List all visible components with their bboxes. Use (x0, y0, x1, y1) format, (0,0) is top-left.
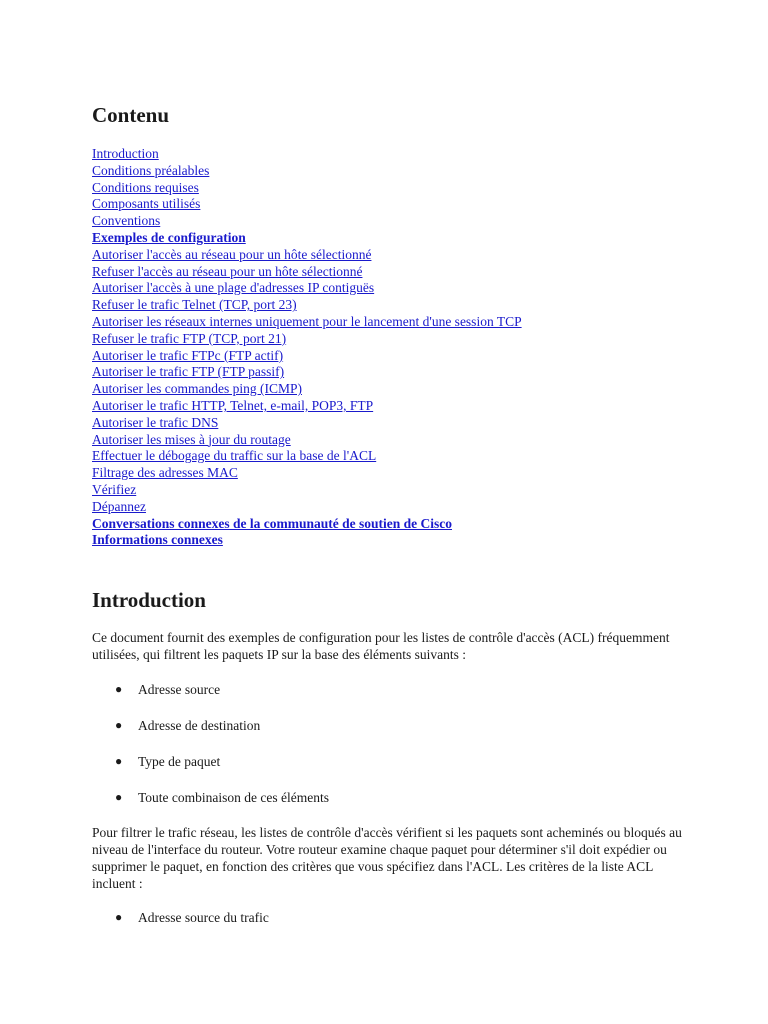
introduction-paragraph-1: Ce document fournit des exemples de configuration pour les listes de contrôle d'accès (ACL) fréquemment utilisées, qui filtrent les paquets IP sur la base des éléments suivants : (92, 630, 670, 662)
toc-link-refuser-acces-hote[interactable]: Refuser l'accès au réseau pour un hôte sélectionné (92, 263, 363, 279)
bullet-icon: ● (115, 718, 123, 732)
bullet-list-acl-criteria (92, 909, 269, 926)
toc-item (92, 247, 522, 264)
toc-item (92, 499, 522, 516)
bullet-icon: ● (115, 910, 123, 924)
toc-item (92, 432, 522, 449)
bullet-icon: ● (115, 790, 123, 804)
toc-item (92, 180, 522, 197)
toc-item (92, 297, 522, 314)
toc-link-autoriser-dns[interactable]: Autoriser le trafic DNS (92, 414, 219, 430)
list-item (92, 753, 329, 770)
toc-item (92, 213, 522, 230)
introduction-paragraph-2: Pour filtrer le trafic réseau, les listes de contrôle d'accès vérifient si les paquets sont acheminés ou bloqués au niveau de l'interface du routeur. Votre routeur examine chaque paquet pour déterminer s'il doit expédier ou supprimer le paquet, en fonction des critères que vous spécifiez dans l'ACL. Les critères de la liste ACL incluent : (92, 825, 682, 891)
toc-link-autoriser-plage-ip[interactable]: Autoriser l'accès à une plage d'adresses IP contiguës (92, 280, 375, 296)
toc-link-autoriser-ftp-actif[interactable]: Autoriser le trafic FTPc (FTP actif) (92, 347, 284, 363)
toc-link-conditions-prealables[interactable]: Conditions préalables (92, 162, 210, 178)
introduction-heading: Introduction (92, 588, 206, 612)
toc-link-refuser-ftp[interactable]: Refuser le trafic FTP (TCP, port 21) (92, 330, 287, 346)
contenu-heading: Contenu (92, 103, 170, 127)
list-item-text: Adresse source du trafic (138, 910, 269, 925)
toc-item (92, 482, 522, 499)
list-item (92, 909, 269, 926)
toc-item (92, 398, 522, 415)
toc-link-refuser-telnet[interactable]: Refuser le trafic Telnet (TCP, port 23) (92, 297, 297, 313)
toc-item (92, 331, 522, 348)
table-of-contents (92, 146, 522, 549)
toc-link-conditions-requises[interactable]: Conditions requises (92, 179, 199, 195)
bullet-list-criteria (92, 681, 329, 806)
toc-item (92, 415, 522, 432)
toc-item (92, 364, 522, 381)
toc-link-conversations-connexes[interactable]: Conversations connexes de la communauté de soutien de Cisco (92, 515, 452, 531)
toc-item (92, 465, 522, 482)
toc-item (92, 196, 522, 213)
toc-item (92, 146, 522, 163)
list-item-text: Adresse source (138, 682, 221, 697)
toc-link-filtrage-mac[interactable]: Filtrage des adresses MAC (92, 465, 238, 481)
toc-item (92, 348, 522, 365)
toc-link-autoriser-ping[interactable]: Autoriser les commandes ping (ICMP) (92, 381, 302, 397)
toc-link-autoriser-ftp-passif[interactable]: Autoriser le trafic FTP (FTP passif) (92, 364, 285, 380)
toc-item (92, 230, 522, 247)
toc-link-depannez[interactable]: Dépannez (92, 498, 146, 514)
toc-link-autoriser-http-telnet[interactable]: Autoriser le trafic HTTP, Telnet, e-mail, POP3, FTP (92, 397, 374, 413)
toc-link-composants-utilises[interactable]: Composants utilisés (92, 196, 201, 212)
toc-item (92, 314, 522, 331)
toc-link-exemples-de-configuration[interactable]: Exemples de configuration (92, 229, 246, 245)
list-item-text: Toute combinaison de ces éléments (138, 790, 329, 805)
list-item (92, 717, 329, 734)
toc-link-autoriser-mises-a-jour-routage[interactable]: Autoriser les mises à jour du routage (92, 431, 291, 447)
toc-item (92, 448, 522, 465)
toc-link-autoriser-acces-hote[interactable]: Autoriser l'accès au réseau pour un hôte sélectionné (92, 246, 372, 262)
bullet-icon: ● (115, 682, 123, 696)
toc-item (92, 516, 522, 533)
toc-link-autoriser-reseaux-internes-tcp[interactable]: Autoriser les réseaux internes uniquement pour le lancement d'une session TCP (92, 313, 522, 329)
toc-item (92, 264, 522, 281)
toc-item (92, 280, 522, 297)
toc-link-introduction[interactable]: Introduction (92, 146, 159, 161)
list-item-text: Adresse de destination (138, 718, 261, 733)
list-item-text: Type de paquet (138, 754, 221, 769)
toc-item (92, 381, 522, 398)
toc-item (92, 163, 522, 180)
toc-link-verifiez[interactable]: Vérifiez (92, 481, 137, 497)
toc-link-debogage-acl[interactable]: Effectuer le débogage du traffic sur la base de l'ACL (92, 448, 377, 464)
list-item (92, 681, 329, 698)
toc-link-conventions[interactable]: Conventions (92, 213, 161, 229)
bullet-icon: ● (115, 754, 123, 768)
list-item (92, 789, 329, 806)
toc-item (92, 532, 522, 549)
toc-link-informations-connexes[interactable]: Informations connexes (92, 532, 223, 548)
